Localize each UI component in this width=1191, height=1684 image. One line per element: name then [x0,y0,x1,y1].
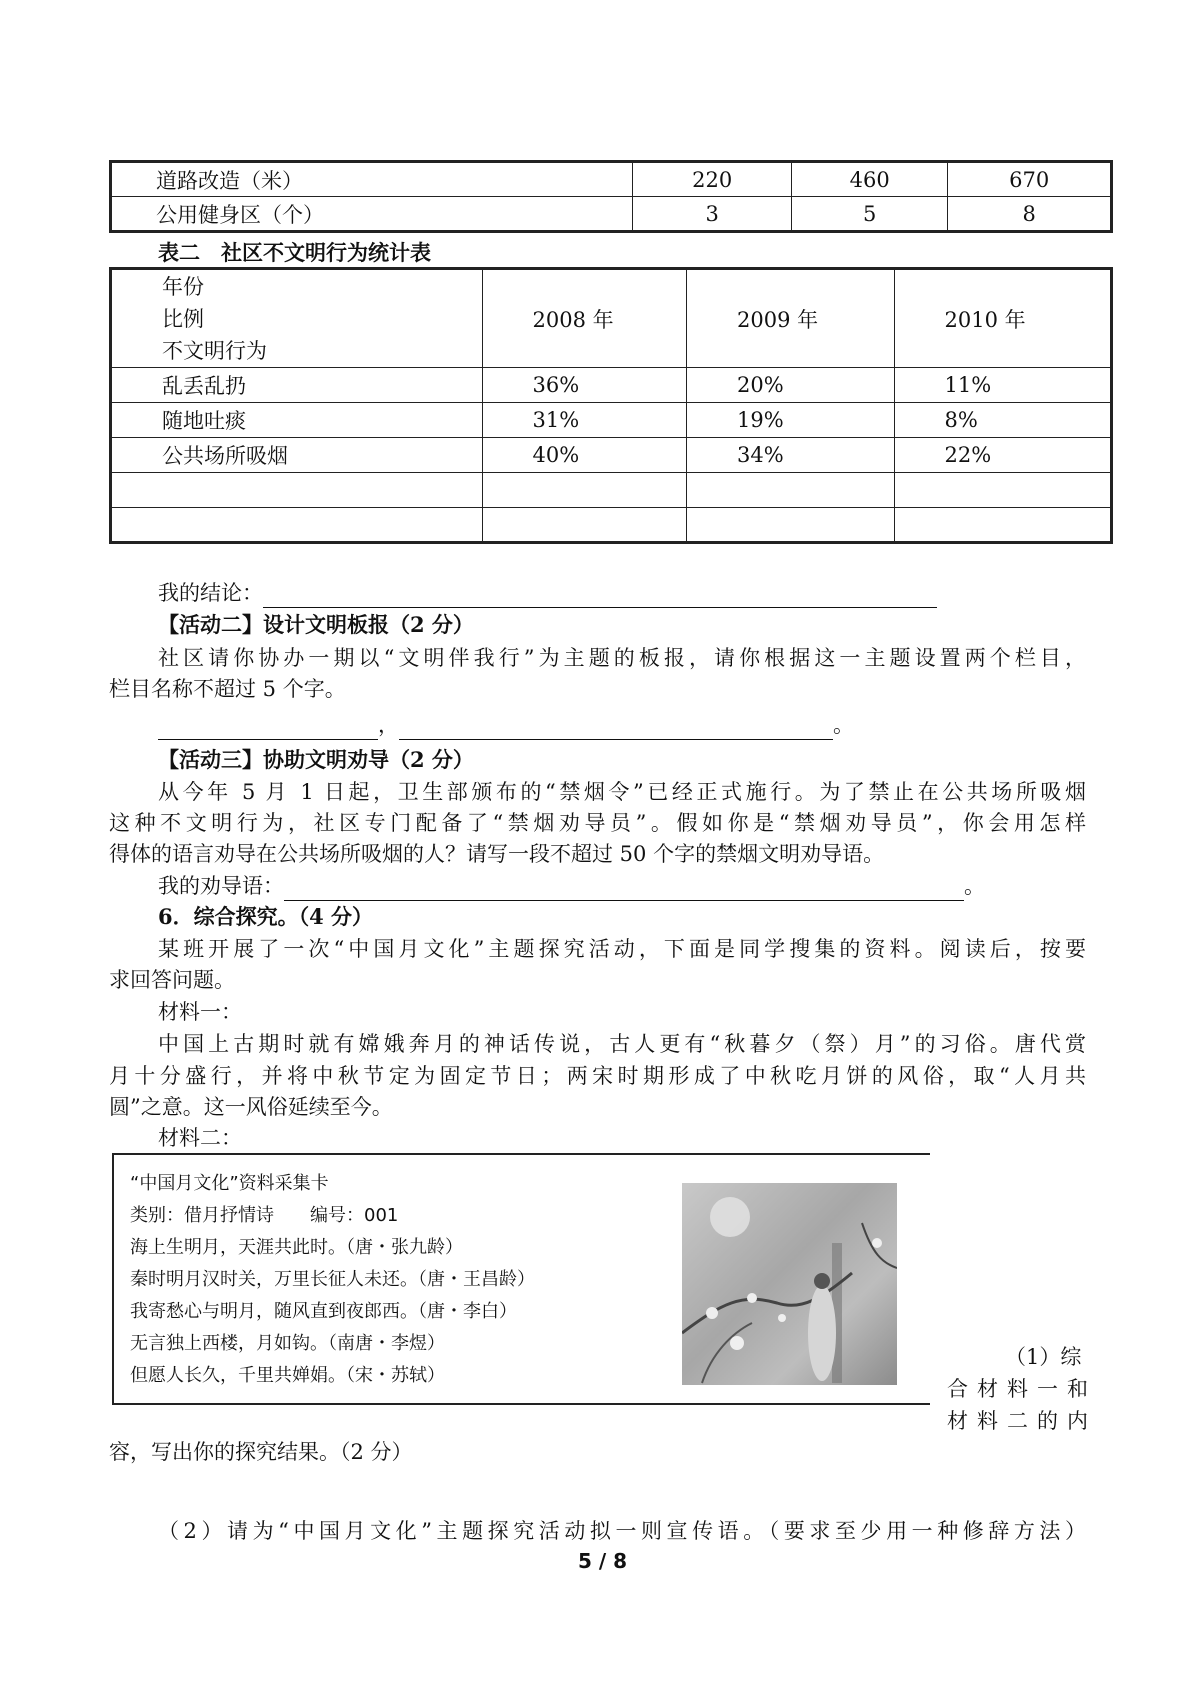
header-year-label: 年份 [162,274,204,299]
q6-1-line: 材料二的内 [947,1409,1088,1433]
page-number: 5 / 8 [578,1549,628,1573]
header-year: 2009 年 [687,269,894,368]
cell-value: 220 [633,162,792,197]
card-poem-line: 秦时明月汉时关，万里长征人未还。（唐・王昌龄） [130,1269,535,1290]
row-label: 公用健身区（个） [111,197,633,232]
persuasion-answer-blank[interactable] [284,876,964,901]
table-uncivil-behavior [109,267,1113,544]
q6-intro-line: 某班开展了一次“中国月文化”主题探究活动，下面是同学搜集的资料。阅读后，按要 [158,937,1086,961]
q6-intro-line: 求回答问题。 [109,968,235,992]
cell-value: 8 [948,197,1112,232]
table-row [111,162,1112,197]
separator-comma: ， [378,713,399,737]
card-poem-line: 但愿人长久，千里共婵娟。（宋・苏轼） [130,1365,445,1386]
table-facilities [109,160,1113,233]
material1-label: 材料一： [158,1000,242,1024]
cell-value: 19% [687,403,894,438]
material1-line: 圆”之意。这一风俗延续至今。 [109,1095,393,1119]
cell-value: 460 [791,162,948,197]
cell-value: 34% [687,438,894,473]
conclusion-answer-blank[interactable] [263,583,937,608]
moon-painting-image [682,1183,897,1385]
table-row [111,197,1112,232]
row-label: 随地吐痰 [111,403,483,438]
cell-value: 36% [482,368,687,403]
persuasion-label: 我的劝导语： [158,874,284,898]
material2-label: 材料二： [158,1126,242,1150]
table-row [111,403,1112,438]
material2-card [112,1153,930,1405]
q6-1-line: （1）综 [1005,1345,1082,1369]
row-label: 乱丢乱扔 [111,368,483,403]
q6-1-line: 合材料一和 [947,1377,1088,1401]
cell-value: 40% [482,438,687,473]
activity2-answer-line [158,710,854,740]
end-period: 。 [833,713,854,737]
cell-value: 22% [894,438,1111,473]
q6-2-prompt: （2）请为“中国月文化”主题探究活动拟一则宣传语。（要求至少用一种修辞方法） [158,1519,1086,1543]
q6-heading: 6．综合探究。（4 分） [158,904,374,929]
cell-value: 8% [894,403,1111,438]
table-row-empty [111,473,1112,508]
cell-value: 11% [894,368,1111,403]
q6-1-line: 容，写出你的探究结果。（2 分） [109,1440,413,1464]
header-year: 2008 年 [482,269,687,368]
conclusion-label: 我的结论： [158,581,263,605]
cell-value: 5 [791,197,948,232]
activity3-body-line: 这种不文明行为，社区专门配备了“禁烟劝导员”。假如你是“禁烟劝导员”，你会用怎样 [109,811,1086,835]
material1-line: 月十分盛行，并将中秋节定为固定节日；两宋时期形成了中秋吃月饼的风俗，取“人月共 [109,1064,1086,1088]
card-poem-line: 无言独上西楼，月如钩。（南唐・李煜） [130,1333,445,1354]
row-label: 公共场所吸烟 [111,438,483,473]
cell-value: 670 [948,162,1112,197]
column-name-blank-1[interactable] [158,715,378,740]
activity2-body-line: 社区请你协办一期以“文明伴我行”为主题的板报，请你根据这一主题设置两个栏目， [158,646,1086,670]
activity3-body-line: 从今年 5 月 1 日起，卫生部颁布的“禁烟令”已经正式施行。为了禁止在公共场所吸烟 [158,780,1086,804]
header-year: 2010 年 [894,269,1111,368]
table2-title: 表二 社区不文明行为统计表 [158,240,431,265]
card-poem-line: 我寄愁心与明月，随风直到夜郎西。（唐・李白） [130,1301,517,1322]
activity3-body-line: 得体的语言劝导在公共场所吸烟的人？请写一段不超过 50 个字的禁烟文明劝导语。 [109,842,885,866]
activity2-body-line: 栏目名称不超过 5 个字。 [109,677,346,701]
card-poem-line: 海上生明月，天涯共此时。（唐・张九龄） [130,1237,463,1258]
table-row [111,438,1112,473]
card-meta: 类别：借月抒情诗 编号：001 [130,1205,399,1226]
cell-value: 3 [633,197,792,232]
card-title: “中国月文化”资料采集卡 [130,1173,329,1194]
column-name-blank-2[interactable] [399,715,833,740]
persuasion-line [158,871,985,901]
cell-value: 20% [687,368,894,403]
end-period: 。 [964,874,985,898]
header-behavior-label: 不文明行为 [162,338,267,363]
table-header-row [111,269,1112,368]
activity2-heading: 【活动二】设计文明板报（2 分） [158,612,474,637]
row-label: 道路改造（米） [111,162,633,197]
material1-line: 中国上古期时就有嫦娥奔月的神话传说，古人更有“秋暮夕（祭）月”的习俗。唐代赏 [158,1032,1086,1056]
table-row [111,368,1112,403]
activity3-heading: 【活动三】协助文明劝导（2 分） [158,747,474,772]
table-row-empty [111,508,1112,543]
conclusion-line [158,578,937,608]
cell-value: 31% [482,403,687,438]
header-ratio-label: 比例 [162,306,204,331]
header-diagonal-cell [111,269,483,368]
